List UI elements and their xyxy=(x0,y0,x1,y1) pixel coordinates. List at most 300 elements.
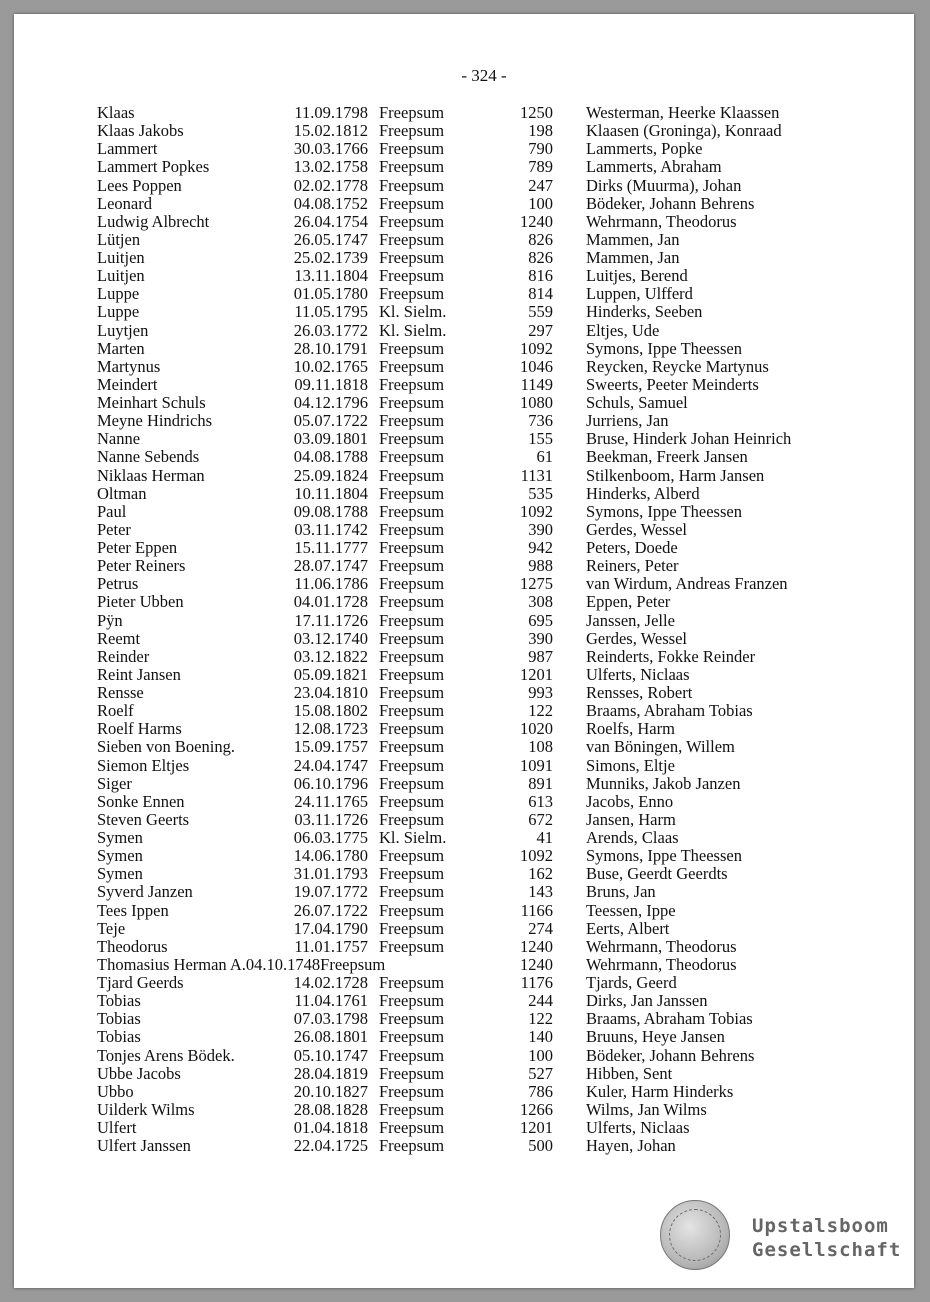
given-name: Symen xyxy=(97,864,143,884)
entry-number: 535 xyxy=(528,483,553,503)
entry-number: 1092 xyxy=(520,846,553,866)
baptism-date: 31.01.1793 xyxy=(293,864,368,884)
parents: Ulferts, Niclaas xyxy=(586,664,690,684)
given-name: Theodorus xyxy=(97,936,168,956)
parents: Bruse, Hinderk Johan Heinrich xyxy=(586,429,792,449)
parents: Luppen, Ulfferd xyxy=(586,284,693,304)
place: Freepsum xyxy=(379,103,445,122)
baptism-date: 26.04.1754 xyxy=(293,211,368,231)
parents: Dirks, Jan Janssen xyxy=(586,991,708,1011)
parents: Munniks, Jakob Janzen xyxy=(586,773,741,793)
baptism-date: 26.05.1747 xyxy=(293,229,368,249)
place: Freepsum xyxy=(379,791,445,811)
parents: Peters, Doede xyxy=(586,538,678,557)
table-row xyxy=(0,503,930,521)
baptism-date: 06.10.1796 xyxy=(293,773,368,793)
parents: Hayen, Johan xyxy=(586,1136,676,1156)
place: Freepsum xyxy=(379,646,445,666)
baptism-date: 10.11.1804 xyxy=(294,483,368,503)
place: Freepsum xyxy=(379,882,445,902)
table-row xyxy=(0,430,930,448)
table-row xyxy=(0,575,930,593)
baptism-date: 04.08.1752 xyxy=(293,193,368,213)
table-row xyxy=(0,1065,930,1083)
place: Freepsum xyxy=(379,429,445,449)
table-row xyxy=(0,938,930,956)
entry-number: 1201 xyxy=(520,664,553,684)
table-row xyxy=(0,158,930,176)
parents: Luitjes, Berend xyxy=(586,266,688,286)
watermark-line-2: Gesellschaft xyxy=(752,1239,902,1261)
watermark-line-1: Upstalsboom xyxy=(752,1215,889,1237)
parents: Jacobs, Enno xyxy=(586,791,674,811)
parents: van Böningen, Willem xyxy=(586,737,735,757)
given-name: Pÿn xyxy=(97,610,123,630)
table-row xyxy=(0,630,930,648)
given-name: Leonard xyxy=(97,193,152,213)
table-row xyxy=(0,775,930,793)
given-name: Lammert Popkes xyxy=(97,157,210,177)
table-row xyxy=(0,539,930,557)
baptism-date: 25.09.1824 xyxy=(293,465,368,485)
baptism-date: 11.01.1757 xyxy=(294,936,368,956)
entry-number: 1176 xyxy=(520,973,553,992)
entry-number: 247 xyxy=(528,175,553,195)
baptism-date: 13.02.1758 xyxy=(293,157,368,177)
parents: Lammerts, Popke xyxy=(586,139,703,159)
given-name: Peter xyxy=(97,519,131,539)
table-row xyxy=(0,992,930,1010)
baptism-date: 28.10.1791 xyxy=(293,338,368,358)
place: Kl. Sielm. xyxy=(379,828,447,847)
parents: Eerts, Albert xyxy=(586,918,670,938)
given-name: Peter Eppen xyxy=(97,538,178,557)
parents: Wehrmann, Theodorus xyxy=(586,936,737,956)
parents: Braams, Abraham Tobias xyxy=(586,701,753,721)
baptism-date: 20.10.1827 xyxy=(293,1081,368,1101)
given-name: Luitjen xyxy=(97,248,145,267)
place: Freepsum xyxy=(379,1009,445,1029)
entry-number: 1275 xyxy=(520,574,553,594)
parents: Rensses, Robert xyxy=(586,683,693,702)
given-name: Tobias xyxy=(97,1009,141,1029)
baptism-date: 09.11.1818 xyxy=(294,374,368,394)
parents: Mammen, Jan xyxy=(586,229,680,249)
place: Freepsum xyxy=(379,284,445,304)
entry-number: 826 xyxy=(528,248,553,267)
parents: Jurriens, Jan xyxy=(586,411,669,431)
watermark-logo xyxy=(660,1198,910,1270)
entry-number: 1046 xyxy=(520,356,553,376)
table-row xyxy=(0,793,930,811)
baptism-date: 07.03.1798 xyxy=(293,1009,368,1029)
baptism-date: 11.06.1786 xyxy=(294,574,368,594)
table-row xyxy=(0,738,930,756)
parents: Bödeker, Johann Behrens xyxy=(586,193,755,213)
entry-number: 559 xyxy=(528,302,553,322)
baptism-date: 17.11.1726 xyxy=(294,610,368,630)
baptism-date: 23.04.1810 xyxy=(293,683,368,702)
baptism-date: 26.03.1772 xyxy=(293,320,368,340)
parents: Symons, Ippe Theessen xyxy=(586,501,742,521)
baptism-date: 04.12.1796 xyxy=(293,393,368,412)
entry-number: 122 xyxy=(528,701,553,721)
place: Freepsum xyxy=(379,211,445,231)
baptism-date: 13.11.1804 xyxy=(294,266,368,286)
parents: Wilms, Jan Wilms xyxy=(586,1099,707,1119)
table-row xyxy=(0,394,930,412)
given-name: Luytjen xyxy=(97,320,149,340)
given-name: Ulfert Janssen xyxy=(97,1136,191,1156)
place: Freepsum xyxy=(379,574,445,594)
place: Freepsum xyxy=(379,157,445,177)
baptism-date: 25.02.1739 xyxy=(293,248,368,267)
entry-number: 308 xyxy=(528,592,553,612)
place: Kl. Sielm. xyxy=(379,320,447,340)
given-name: Reemt xyxy=(97,628,141,648)
place: Freepsum xyxy=(379,374,445,394)
place: Freepsum xyxy=(379,664,445,684)
place: Freepsum xyxy=(379,248,445,267)
given-name: Tobias xyxy=(97,1027,141,1047)
entry-number: 390 xyxy=(528,519,553,539)
baptism-date: 15.02.1812 xyxy=(293,121,368,141)
baptism-date: 24.11.1765 xyxy=(294,791,368,811)
entry-number: 816 xyxy=(528,266,553,286)
table-row xyxy=(0,920,930,938)
baptism-date: 09.08.1788 xyxy=(293,501,368,521)
baptism-date: 30.03.1766 xyxy=(293,139,368,159)
parents: Jansen, Harm xyxy=(586,809,676,829)
given-name: Pieter Ubben xyxy=(97,592,184,612)
entry-number: 1166 xyxy=(520,900,553,920)
table-row xyxy=(0,485,930,503)
parents: Tjards, Geerd xyxy=(586,973,677,992)
table-row xyxy=(0,865,930,883)
table-row xyxy=(0,177,930,195)
baptism-date: 15.09.1757 xyxy=(293,737,368,757)
entry-number: 786 xyxy=(528,1081,553,1101)
place: Freepsum xyxy=(379,501,445,521)
baptism-date: 05.07.1722 xyxy=(293,411,368,431)
entry-number: 41 xyxy=(536,828,553,847)
entry-number: 942 xyxy=(528,538,553,557)
parents: Schuls, Samuel xyxy=(586,393,688,412)
place: Freepsum xyxy=(379,610,445,630)
entry-number: 143 xyxy=(528,882,553,902)
given-name: Syverd Janzen xyxy=(97,882,193,902)
baptism-date: 03.11.1726 xyxy=(294,809,368,829)
place: Freepsum xyxy=(379,121,445,141)
entry-number: 1266 xyxy=(520,1099,553,1119)
parents: Braams, Abraham Tobias xyxy=(586,1009,753,1029)
baptism-date: 26.07.1722 xyxy=(293,900,368,920)
entry-number: 987 xyxy=(528,646,553,666)
place: Freepsum xyxy=(379,918,445,938)
entry-number: 695 xyxy=(528,610,553,630)
place: Freepsum xyxy=(379,266,445,286)
place: Freepsum xyxy=(379,1136,445,1156)
parents: Bruuns, Heye Jansen xyxy=(586,1027,725,1047)
place: Freepsum xyxy=(379,338,445,358)
place: Freepsum xyxy=(379,175,445,195)
entry-number: 100 xyxy=(528,193,553,213)
table-row xyxy=(0,847,930,865)
table-row xyxy=(0,448,930,466)
table-row xyxy=(0,883,930,901)
place: Freepsum xyxy=(379,973,445,992)
place: Freepsum xyxy=(379,719,445,739)
entry-number: 1149 xyxy=(520,374,553,394)
entry-number: 297 xyxy=(528,320,553,340)
parents: Reinderts, Fokke Reinder xyxy=(586,646,756,666)
place: Freepsum xyxy=(379,538,445,557)
parents: Arends, Claas xyxy=(586,828,679,847)
given-name: Ubbe Jacobs xyxy=(97,1063,181,1083)
baptism-date: 15.11.1777 xyxy=(294,538,368,557)
table-row xyxy=(0,521,930,539)
table-row xyxy=(0,285,930,303)
entry-number: 988 xyxy=(528,556,553,576)
place: Freepsum xyxy=(379,737,445,757)
parents: Roelfs, Harm xyxy=(586,719,675,739)
given-name: Oltman xyxy=(97,483,147,503)
table-row xyxy=(0,1101,930,1119)
parents: Gerdes, Wessel xyxy=(586,519,688,539)
entry-number: 140 xyxy=(528,1027,553,1047)
baptism-date: 14.02.1728 xyxy=(293,973,368,992)
baptism-date: 26.08.1801 xyxy=(293,1027,368,1047)
table-row xyxy=(0,956,930,974)
given-name: Meinhart Schuls xyxy=(97,393,206,412)
given-name: Tonjes Arens Bödek. xyxy=(97,1045,235,1065)
place: Freepsum xyxy=(379,936,445,956)
entry-number: 198 xyxy=(528,121,553,141)
given-name: Reint Jansen xyxy=(97,664,181,684)
place: Freepsum xyxy=(379,991,445,1011)
entry-number: 1091 xyxy=(520,755,553,775)
table-row xyxy=(0,593,930,611)
table-row xyxy=(0,666,930,684)
parents: Beekman, Freerk Jansen xyxy=(586,447,748,467)
baptism-date: 02.02.1778 xyxy=(293,175,368,195)
parents: Klaasen (Groninga), Konraad xyxy=(586,121,782,141)
parents: Eppen, Peter xyxy=(586,592,671,612)
place: Freepsum xyxy=(379,773,445,793)
given-name: Reinder xyxy=(97,646,150,666)
given-name: Sieben von Boening. xyxy=(97,737,235,757)
given-name: Luitjen xyxy=(97,266,145,286)
table-row xyxy=(0,811,930,829)
baptism-date: 06.03.1775 xyxy=(293,828,368,847)
given-name: Lütjen xyxy=(97,229,141,249)
place: Freepsum xyxy=(379,846,445,866)
given-name: Martynus xyxy=(97,356,161,376)
given-name: Tjard Geerds xyxy=(97,973,184,992)
table-row xyxy=(0,122,930,140)
given-name: Lees Poppen xyxy=(97,175,182,195)
given-name: Tees Ippen xyxy=(97,900,169,920)
table-row xyxy=(0,829,930,847)
table-row xyxy=(0,358,930,376)
table-row xyxy=(0,757,930,775)
seal-icon xyxy=(660,1200,730,1270)
place: Freepsum xyxy=(379,519,445,539)
baptism-date: 17.04.1790 xyxy=(293,918,368,938)
entry-number: 100 xyxy=(528,1045,553,1065)
parents: Bödeker, Johann Behrens xyxy=(586,1045,755,1065)
entry-number: 155 xyxy=(528,429,553,449)
table-row xyxy=(0,303,930,321)
parents: Eltjes, Ude xyxy=(586,320,660,340)
given-name: Roelf Harms xyxy=(97,719,182,739)
table-row xyxy=(0,195,930,213)
parents: Ulferts, Niclaas xyxy=(586,1118,690,1137)
baptism-date: 14.06.1780 xyxy=(293,846,368,866)
table-row xyxy=(0,140,930,158)
entry-number: 162 xyxy=(528,864,553,884)
given-name: Siemon Eltjes xyxy=(97,755,190,775)
table-row xyxy=(0,902,930,920)
table-row xyxy=(0,249,930,267)
entry-number: 122 xyxy=(528,1009,553,1029)
table-row xyxy=(0,231,930,249)
table-row xyxy=(0,1028,930,1046)
parents: Teessen, Ippe xyxy=(586,900,676,920)
baptism-date: 05.10.1747 xyxy=(293,1045,368,1065)
given-name: Siger xyxy=(97,773,132,793)
given-name: Ubbo xyxy=(97,1081,134,1101)
parents: Wehrmann, Theodorus xyxy=(586,954,737,974)
entry-number: 1201 xyxy=(520,1118,553,1137)
parents: Kuler, Harm Hinderks xyxy=(586,1081,734,1101)
parents: Hibben, Sent xyxy=(586,1063,673,1083)
given-name: Peter Reiners xyxy=(97,556,186,576)
place: Freepsum xyxy=(379,755,445,775)
parents: Lammerts, Abraham xyxy=(586,157,722,177)
baptism-date: 03.12.1822 xyxy=(293,646,368,666)
given-name: Sonke Ennen xyxy=(97,791,185,811)
table-row xyxy=(0,213,930,231)
parents: Reiners, Peter xyxy=(586,556,679,576)
baptism-date: 01.04.1818 xyxy=(293,1118,368,1137)
parents: Hinderks, Alberd xyxy=(586,483,700,503)
place: Freepsum xyxy=(379,1081,445,1101)
baptism-date: 11.05.1795 xyxy=(294,302,368,322)
baptism-date: 03.12.1740 xyxy=(293,628,368,648)
baptism-date: 15.08.1802 xyxy=(293,701,368,721)
entry-number: 891 xyxy=(528,773,553,793)
place: Freepsum xyxy=(379,592,445,612)
place: Freepsum xyxy=(379,809,445,829)
place: Freepsum xyxy=(379,900,445,920)
parents: Dirks (Muurma), Johan xyxy=(586,175,742,195)
place: Freepsum xyxy=(379,447,445,467)
table-row xyxy=(0,974,930,992)
parents: Stilkenboom, Harm Jansen xyxy=(586,465,765,485)
entry-number: 1240 xyxy=(520,936,553,956)
place: Freepsum xyxy=(379,193,445,213)
place: Freepsum xyxy=(379,393,445,412)
place: Freepsum xyxy=(379,701,445,721)
table-row xyxy=(0,1083,930,1101)
baptism-date: 19.07.1772 xyxy=(293,882,368,902)
given-name: Klaas xyxy=(97,103,135,122)
table-row xyxy=(0,322,930,340)
place: Freepsum xyxy=(379,1045,445,1065)
place: Freepsum xyxy=(379,1099,445,1119)
table-row xyxy=(0,104,930,122)
given-name: Tobias xyxy=(97,991,141,1011)
table-row xyxy=(0,1047,930,1065)
entry-number: 790 xyxy=(528,139,553,159)
given-name: Lammert xyxy=(97,139,158,159)
parents: Bruns, Jan xyxy=(586,882,656,902)
baptism-date: 03.09.1801 xyxy=(293,429,368,449)
table-row xyxy=(0,376,930,394)
entry-number: 1080 xyxy=(520,393,553,412)
table-row xyxy=(0,557,930,575)
given-name: Uilderk Wilms xyxy=(97,1099,195,1119)
entry-number: 1250 xyxy=(520,103,553,122)
place: Freepsum xyxy=(379,483,445,503)
table-row xyxy=(0,1010,930,1028)
table-row xyxy=(0,702,930,720)
given-name: Rensse xyxy=(97,683,144,702)
given-name: Symen xyxy=(97,828,143,847)
given-name: Ludwig Albrecht xyxy=(97,211,210,231)
table-row xyxy=(0,412,930,430)
page-number: - 324 - xyxy=(461,66,507,85)
baptism-date: 05.09.1821 xyxy=(293,664,368,684)
place: Freepsum xyxy=(379,356,445,376)
entry-number: 1240 xyxy=(520,954,553,974)
table-row xyxy=(0,648,930,666)
baptism-date: 24.04.1747 xyxy=(293,755,368,775)
entry-number: 1020 xyxy=(520,719,553,739)
given-name: Luppe xyxy=(97,302,140,322)
baptism-date: 28.07.1747 xyxy=(293,556,368,576)
entry-number: 390 xyxy=(528,628,553,648)
given-name: Nanne xyxy=(97,429,141,449)
given-name: Roelf xyxy=(97,701,134,721)
given-name: Klaas Jakobs xyxy=(97,121,184,141)
given-name: Meyne Hindrichs xyxy=(97,411,213,431)
table-row xyxy=(0,1119,930,1137)
given-name: Symen xyxy=(97,846,143,866)
entry-number: 61 xyxy=(536,447,553,467)
baptism-date: 04.01.1728 xyxy=(293,592,368,612)
parents: Simons, Eltje xyxy=(586,755,675,775)
entry-number: 500 xyxy=(528,1136,553,1156)
parents: Wehrmann, Theodorus xyxy=(586,211,737,231)
given-name: Petrus xyxy=(97,574,139,594)
entry-number: 274 xyxy=(528,918,553,938)
entry-number: 1240 xyxy=(520,211,553,231)
parents: Reycken, Reycke Martynus xyxy=(586,356,769,376)
entry-number: 1092 xyxy=(520,501,553,521)
parents: Sweerts, Peeter Meinderts xyxy=(586,374,759,394)
table-row xyxy=(0,340,930,358)
entry-number: 736 xyxy=(528,411,553,431)
parents: Hinderks, Seeben xyxy=(586,302,703,322)
entry-number: 993 xyxy=(528,683,553,702)
parents: van Wirdum, Andreas Franzen xyxy=(586,574,788,594)
parents: Symons, Ippe Theessen xyxy=(586,846,742,866)
parents: Gerdes, Wessel xyxy=(586,628,688,648)
entry-number: 826 xyxy=(528,229,553,249)
table-row xyxy=(0,467,930,485)
